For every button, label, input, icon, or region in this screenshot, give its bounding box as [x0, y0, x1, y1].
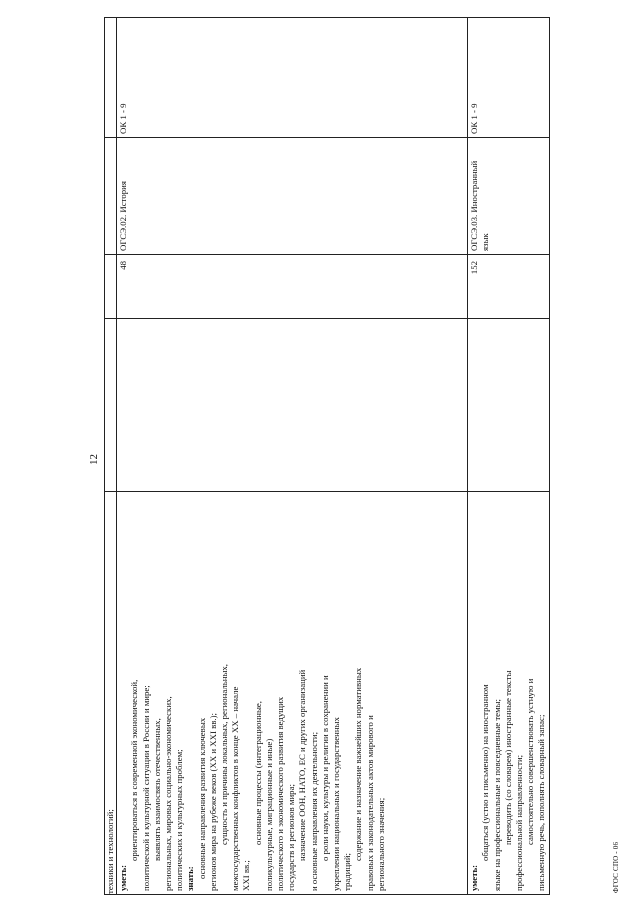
- hours-cell: 152: [468, 255, 549, 319]
- hours-cell: 48: [117, 255, 468, 319]
- skills-line: основные процессы (интеграционные,: [252, 700, 263, 845]
- skills-line: общаться (устно и письменно) на иностранном: [480, 684, 491, 861]
- skills-line: техники и технологий;: [105, 809, 115, 894]
- skills-line: и основные направления их деятельности;: [308, 731, 319, 891]
- skills-line: переводить (со словарем) иностранные тексты: [502, 670, 513, 845]
- skills-line: традиций;: [342, 852, 353, 891]
- skills-line: основные направления развития ключевых: [196, 717, 207, 879]
- table-row: [468, 18, 549, 895]
- skills-cell: [468, 492, 549, 895]
- skills-line: сущность и причины локальных, региональных,: [219, 664, 230, 845]
- empty-cell: [117, 319, 468, 492]
- document-code: ФГОС СПО - 06: [612, 841, 620, 893]
- skills-cell: [105, 492, 117, 895]
- skills-heading: знать:: [185, 866, 196, 891]
- discipline-cell: ОГСЭ.03. Иностранный язык: [468, 138, 549, 255]
- skills-line: политической и культурной ситуации в России и мире;: [140, 685, 151, 891]
- hours-cell: [105, 255, 117, 319]
- skills-line: о роли науки, культуры и религии в сохранении и: [319, 675, 330, 861]
- skills-heading: уметь:: [469, 864, 480, 891]
- skills-line: поликультурные, миграционные и иные): [263, 738, 274, 891]
- skills-line: XXI вв.;: [241, 860, 252, 891]
- skills-line: правовых и законодательных актов мирового и: [364, 715, 375, 891]
- skills-line: содержание и назначение важнейших нормативных: [353, 667, 364, 861]
- table-row: [117, 18, 468, 895]
- discipline-cell: [105, 138, 117, 255]
- discipline-cell: ОГСЭ.02. История: [117, 138, 468, 255]
- skills-line: политических и культурных проблем;: [174, 749, 185, 891]
- skills-line: ориентироваться в современной экономической,: [129, 679, 140, 861]
- skills-line: назначение ООН, НАТО, ЕС и других организаций: [297, 669, 308, 861]
- skills-cell: [117, 492, 468, 895]
- skills-line: государств и регионов мира;: [286, 784, 297, 891]
- skills-line: политического и экономического развития ведущих: [275, 696, 286, 891]
- skills-heading: уметь:: [118, 864, 129, 891]
- curriculum-table: [104, 17, 550, 895]
- skills-line: регионов мира на рубеже веков (XX и XXI вв.);: [207, 713, 218, 891]
- empty-cell: [468, 319, 549, 492]
- table-row: [105, 18, 117, 895]
- skills-line: укреплении национальных и государственных: [331, 717, 342, 891]
- competences-cell: ОК 1 - 9: [468, 18, 549, 138]
- skills-line: регионального значения;: [375, 797, 386, 891]
- skills-line: межгосударственных конфликтов в конце XX – начале: [230, 686, 241, 891]
- skills-line: профессиональной направленности;: [514, 754, 525, 891]
- competences-cell: [105, 18, 117, 138]
- empty-cell: [105, 319, 117, 492]
- skills-line: языке на профессиональные и повседневные темы;: [491, 698, 502, 891]
- skills-line: выявлять взаимосвязь отечественных,: [151, 718, 162, 861]
- skills-line: письменную речь, пополнять словарный запас;: [536, 714, 547, 891]
- skills-line: самостоятельно совершенствовать устную и: [525, 678, 536, 845]
- page-number: 12: [88, 454, 100, 465]
- competences-cell: ОК 1 - 9: [117, 18, 468, 138]
- skills-line: региональных, мировых социально-экономических,: [163, 696, 174, 891]
